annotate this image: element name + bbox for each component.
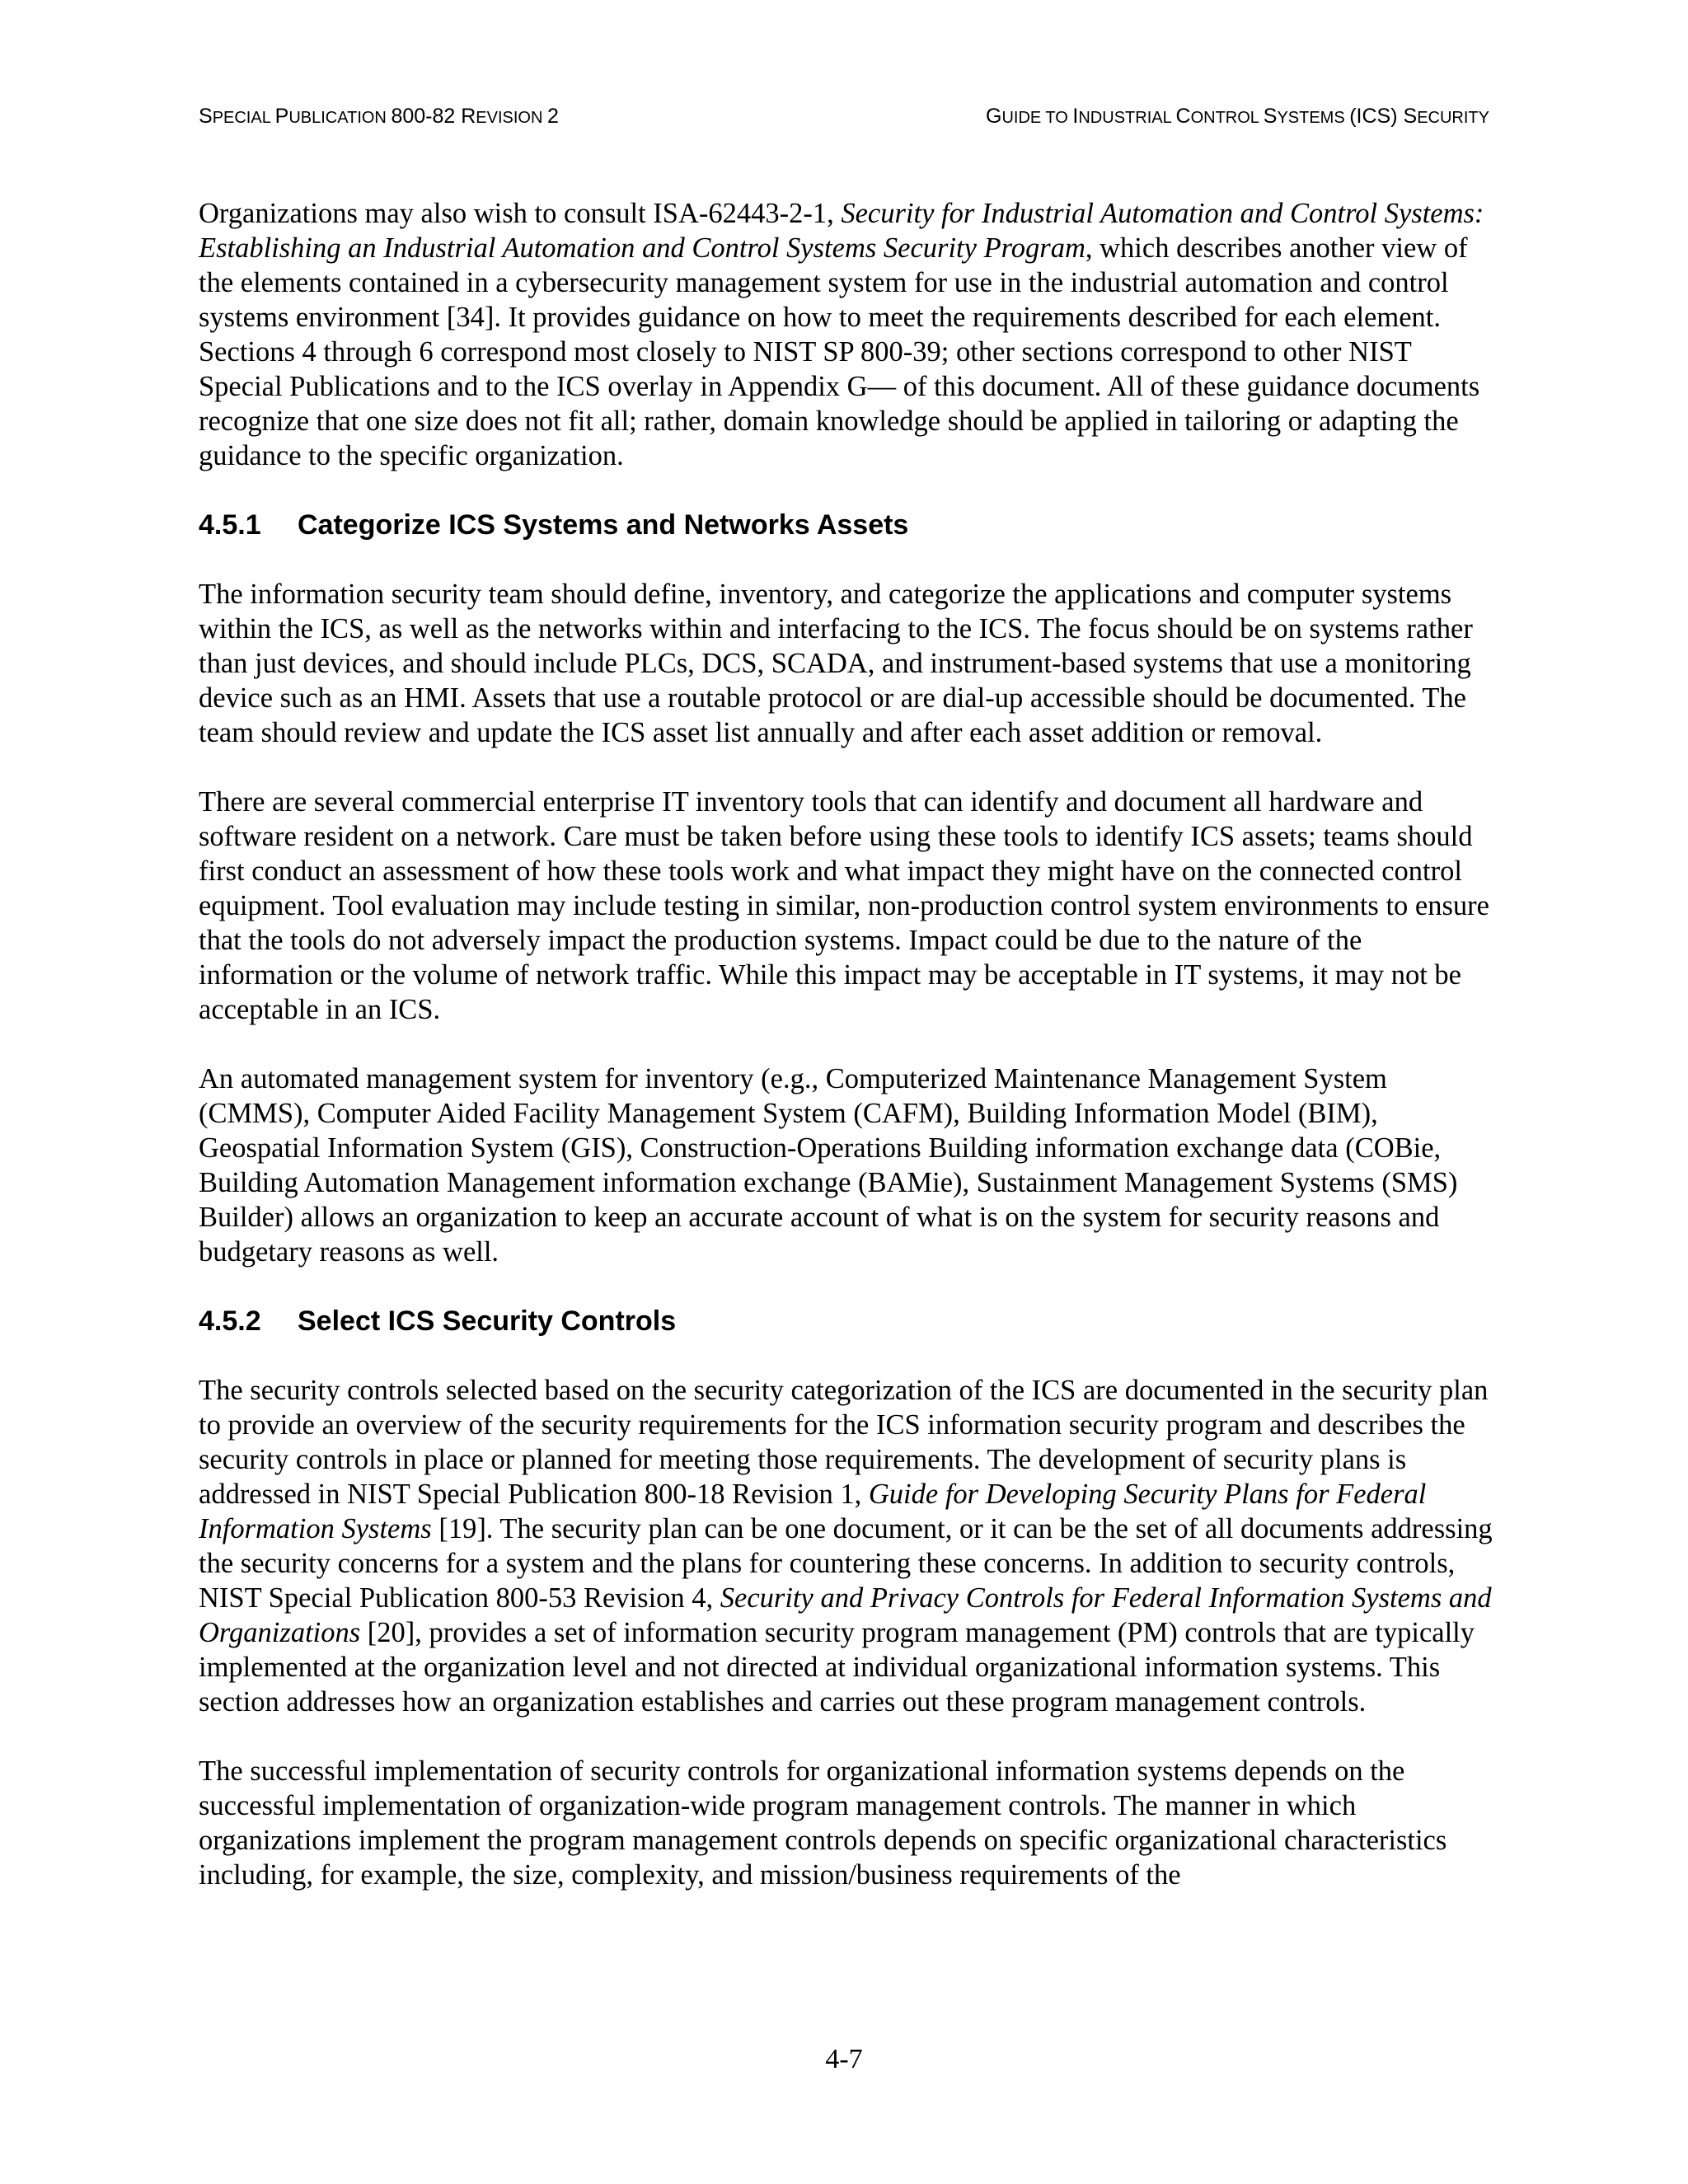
section-title: Categorize ICS Systems and Networks Assets xyxy=(298,509,909,541)
section-heading xyxy=(199,1304,1501,1338)
header-text-run: G xyxy=(986,105,1002,128)
cited-title: Guide for Developing Security Plans for Federal Information Systems xyxy=(199,1479,1427,1544)
paragraph-text: The security controls selected based on the security categorization of the ICS are documented in the security plan to provide an overview of the security requirements for the ICS information security program and describes the security controls in place or planned for meeting those requirements. The development of security plans is addressed in NIST Special Publication 800-18 Revision 1, xyxy=(199,1375,1489,1510)
page-number: 4-7 xyxy=(825,2044,863,2074)
header-text-run: (ICS) xyxy=(1349,105,1404,128)
paragraph-text: , which describes another view of the elements contained in a cybersecurity management system for use in the industrial automation and control systems environment [34]. It provides guidance on how to meet the requirements described for each element. Sections 4 through 6 correspond most closely to NIST SP 800-39; other sections correspond to other NIST Special Publications and to the ICS overlay in Appendix G— of this document. All of these guidance documents recognize that one size does not fit all; rather, domain knowledge should be applied in tailoring or adapting the guidance to the specific organization. xyxy=(199,232,1480,471)
header-text-run: EVISION xyxy=(476,109,547,127)
section-heading xyxy=(199,508,1501,542)
header-publication-title xyxy=(199,102,559,132)
header-text-run: 800-82 xyxy=(391,105,462,128)
cited-title: Security for Industrial Automation and Control Systems: Establishing an Industrial Automation and Control Systems Security Program xyxy=(199,198,1484,264)
header-text-run: S xyxy=(1403,105,1418,128)
header-text-run: YSTEMS xyxy=(1277,109,1350,127)
header-text-run: 2 xyxy=(547,105,559,128)
body-paragraph xyxy=(199,1373,1501,1719)
body-paragraph xyxy=(199,785,1501,1027)
paragraph-text: The information security team should define, inventory, and categorize the applications and computer systems within the ICS, as well as the networks within and interfacing to the ICS. The focus should be on systems rather than just devices, and should include PLCs, DCS, SCADA, and instrument-based systems that use a monitoring device such as an HMI. Assets that use a routable protocol or are dial-up accessible should be documented. The team should review and update the ICS asset list annually and after each asset addition or removal. xyxy=(199,579,1473,748)
header-text-run: ECURITY xyxy=(1417,109,1489,127)
section-title: Select ICS Security Controls xyxy=(298,1305,677,1337)
document-body xyxy=(199,196,1501,1927)
body-paragraph xyxy=(199,196,1501,473)
header-text-run: S xyxy=(199,105,213,128)
body-paragraph xyxy=(199,577,1501,750)
header-text-run: UBLICATION xyxy=(288,109,392,127)
paragraph-text: Organizations may also wish to consult ISA-62443-2-1, xyxy=(199,198,842,229)
section-number: 4.5.1 xyxy=(199,509,261,541)
header-text-run: P xyxy=(274,105,289,128)
header-text-run: C xyxy=(1175,105,1191,128)
header-text-run: NDUSTRIAL xyxy=(1078,109,1176,127)
paragraph-text: [19]. The security plan can be one document, or it can be the set of all documents addressing the security concerns for a system and the plans for countering these concerns. In addition to security controls, NIST Special Publication 800-53 Revision 4, xyxy=(199,1513,1493,1614)
header-text-run: ONTROL xyxy=(1190,109,1264,127)
paragraph-text: An automated management system for inventory (e.g., Computerized Maintenance Management System (CMMS), Computer Aided Facility Management System (CAFM), Building Information Model (BIM), Geospatial Information System (GIS), Construction-Operations Building information exchange data (COBie, Building Automation Management information exchange (BAMie), Sustainment Management Systems (SMS) Builder) allows an organization to keep an accurate account of what is on the system for security reasons and budgetary reasons as well. xyxy=(199,1063,1458,1268)
header-text-run: I xyxy=(1072,105,1079,128)
paragraph-text: The successful implementation of security controls for organizational information systems depends on the successful implementation of organization-wide program management controls. The manner in which organizations implement the program management controls depends on specific organizational characteristics including, for example, the size, complexity, and mission/business requirements of the xyxy=(199,1755,1447,1891)
header-text-run: UIDE TO xyxy=(1001,109,1073,127)
header-guide-title xyxy=(986,102,1489,132)
header-text-run: S xyxy=(1263,105,1278,128)
header-text-run: R xyxy=(461,105,476,128)
section-number: 4.5.2 xyxy=(199,1305,261,1337)
body-paragraph xyxy=(199,1062,1501,1269)
cited-title: Security and Privacy Controls for Federal Information Systems and Organizations xyxy=(199,1582,1492,1648)
paragraph-text: [20], provides a set of information security program management (PM) controls that are typically implemented at the organization level and not directed at individual organizational information systems. This section addresses how an organization establishes and carries out these program management controls. xyxy=(199,1617,1475,1718)
running-header xyxy=(199,102,1489,130)
header-text-run: PECIAL xyxy=(212,109,275,127)
paragraph-text: There are several commercial enterprise IT inventory tools that can identify and document all hardware and software resident on a network. Care must be taken before using these tools to identify ICS assets; teams should first conduct an assessment of how these tools work and what impact they might have on the connected control equipment. Tool evaluation may include testing in similar, non-production control system environments to ensure that the tools do not adversely impact the production systems. Impact could be due to the nature of the information or the volume of network traffic. While this impact may be acceptable in IT systems, it may not be acceptable in an ICS. xyxy=(199,786,1489,1025)
body-paragraph xyxy=(199,1754,1501,1892)
